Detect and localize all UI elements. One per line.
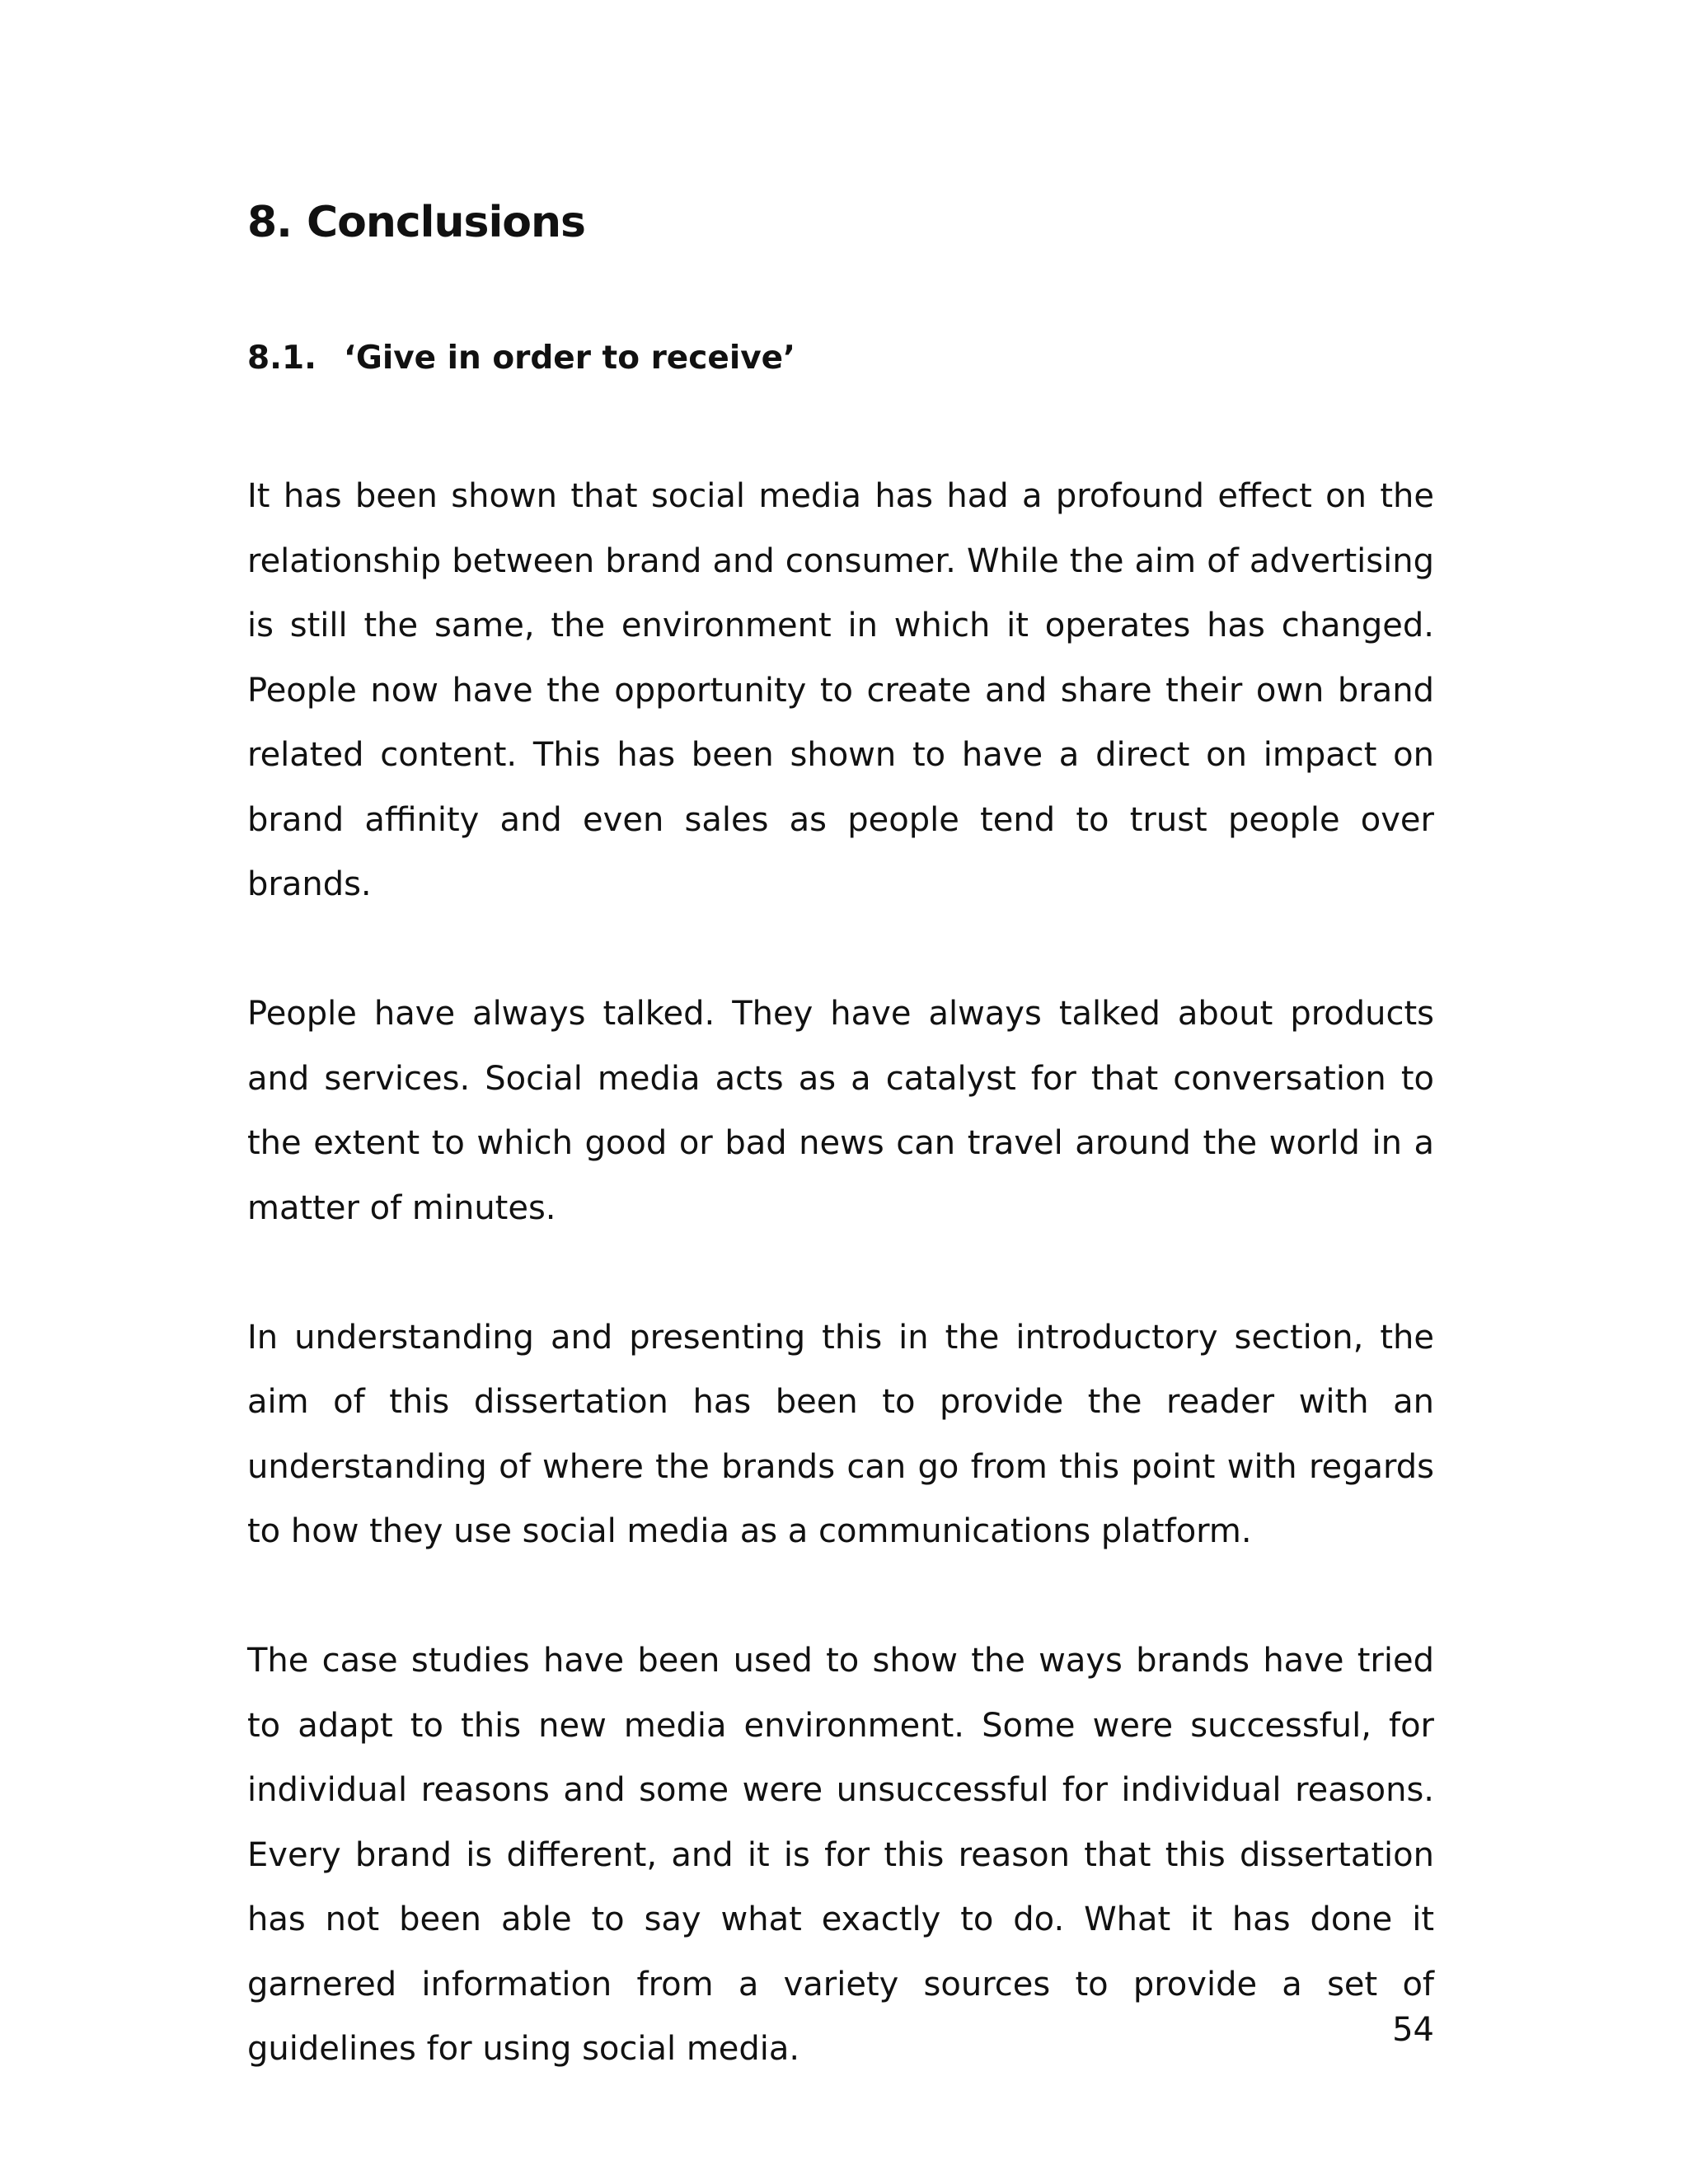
body-paragraph-1: It has been shown that social media has had a profound effect on the relationship between brand and consumer. While the aim of advertising is still the same, the environment in which it operates has changed. People now have the opportunity to create and share their own brand related content. This has been shown to have a direct on impact on brand affinity and even sales as people tend to trust people over brands.	[247, 477, 1434, 903]
body-paragraph-3: In understanding and presenting this in the introductory section, the aim of this dissertation has been to provide the reader with an understanding of where the brands can go from this point with regards to how they use social media as a communications platform.	[247, 1318, 1434, 1550]
section-title: ‘Give in order to receive’	[344, 340, 795, 377]
section-number: 8.1.	[247, 340, 316, 377]
chapter-heading	[247, 194, 1434, 251]
page-number: 54	[1392, 2011, 1434, 2049]
section-heading	[247, 335, 1434, 382]
chapter-number: 8.	[247, 198, 292, 247]
body-paragraph-2: People have always talked. They have always talked about products and services. Social media acts as a catalyst for that conversation to the extent to which good or bad news can travel around the world in a matter of minutes.	[247, 995, 1434, 1227]
chapter-title: Conclusions	[306, 198, 585, 247]
page-content	[247, 194, 1434, 2082]
body-paragraph-4: The case studies have been used to show the ways brands have tried to adapt to this new media environment. Some were successful, for individual reasons and some were unsuccessful for individual reasons. Every brand is different, and it is for this reason that this dissertation has not been able to say what exactly to do. What it has done it garnered information from a variety sources to provide a set of guidelines for using social media.	[247, 1642, 1434, 2068]
